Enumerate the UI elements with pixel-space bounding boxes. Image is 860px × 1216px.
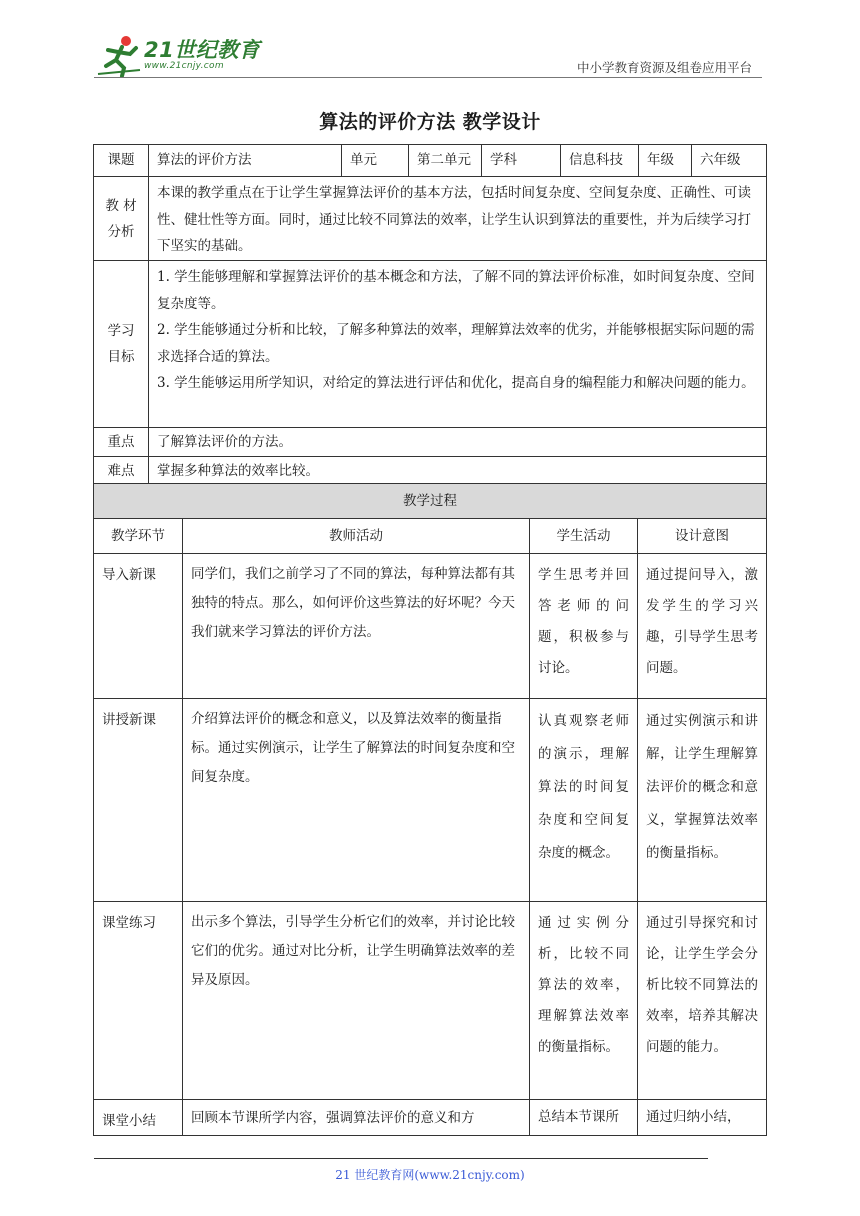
table-row — [94, 1100, 767, 1136]
header-section: 教学环节 — [94, 519, 183, 554]
section-name: 导入新课 — [94, 554, 183, 699]
unit-value: 第二单元 — [409, 145, 482, 177]
analysis-text: 本课的教学重点在于让学生掌握算法评价的基本方法，包括时间复杂度、空间复杂度、正确性、可读性、健壮性等方面。同时，通过比较不同算法的效率，让学生认识到算法的重要性，并为后续学习打下坚实的基础。 — [149, 177, 767, 261]
teacher-activity: 出示多个算法，引导学生分析它们的效率，并讨论比较它们的优劣。通过对比分析，让学生明确算法效率的差异及原因。 — [183, 902, 530, 1100]
subject-value: 信息科技 — [561, 145, 639, 177]
runner-logo-icon — [96, 34, 144, 78]
design-intent: 通过引导探究和讨论，让学生学会分析比较不同算法的效率，培养其解决问题的能力。 — [638, 902, 767, 1100]
table-row — [94, 699, 767, 902]
page-title: 算法的评价方法 教学设计 — [319, 111, 541, 133]
footer-divider — [94, 1158, 708, 1159]
teacher-activity: 介绍算法评价的概念和意义，以及算法效率的衡量指标。通过实例演示，让学生了解算法的时间复杂度和空间复杂度。 — [183, 699, 530, 902]
student-activity: 通过实例分析，比较不同算法的效率，理解算法效率的衡量指标。 — [530, 902, 638, 1100]
platform-name: 中小学教育资源及组卷应用平台 — [576, 60, 752, 75]
student-activity: 认真观察老师的演示，理解算法的时间复杂度和空间复杂度的概念。 — [530, 699, 638, 902]
topic-label: 课题 — [94, 145, 149, 177]
analysis-label: 教 材 分析 — [94, 177, 149, 261]
teacher-activity: 同学们，我们之前学习了不同的算法，每种算法都有其独特的特点。那么，如何评价这些算法的好坏呢？今天我们就来学习算法的评价方法。 — [183, 554, 530, 699]
section-name: 课堂小结 — [94, 1100, 183, 1136]
grade-label: 年级 — [639, 145, 692, 177]
lesson-info-table — [93, 144, 767, 486]
topic-value: 算法的评价方法 — [149, 145, 342, 177]
process-title: 教学过程 — [94, 484, 767, 519]
header-teacher: 教师活动 — [183, 519, 530, 554]
header-intent: 设计意图 — [638, 519, 767, 554]
student-activity: 学生思考并回答老师的问题，积极参与讨论。 — [530, 554, 638, 699]
section-name: 讲授新课 — [94, 699, 183, 902]
teaching-process-table — [93, 483, 767, 1136]
grade-value: 六年级 — [692, 145, 767, 177]
goal-item: 1. 学生能够理解和掌握算法评价的基本概念和方法，了解不同的算法评价标准，如时间复杂度、空间复杂度等。 — [157, 269, 755, 312]
teacher-activity: 回顾本节课所学内容，强调算法评价的意义和方 — [183, 1100, 530, 1136]
key-point-label: 重点 — [94, 428, 149, 457]
header-student: 学生活动 — [530, 519, 638, 554]
design-intent: 通过提问导入，激发学生的学习兴趣，引导学生思考问题。 — [638, 554, 767, 699]
table-row — [94, 554, 767, 699]
goal-item: 3. 学生能够运用所学知识，对给定的算法进行评估和优化，提高自身的编程能力和解决问题的能力。 — [157, 375, 755, 391]
design-intent: 通过归纳小结， — [638, 1100, 767, 1136]
section-name: 课堂练习 — [94, 902, 183, 1100]
goals-list — [149, 261, 767, 428]
footer-link[interactable]: 21 世纪教育网(www.21cnjy.com) — [335, 1168, 525, 1182]
site-logo — [96, 34, 266, 78]
goals-label: 学习 目标 — [94, 261, 149, 428]
table-row — [94, 902, 767, 1100]
design-intent: 通过实例演示和讲解，让学生理解算法评价的概念和意义，掌握算法效率的衡量指标。 — [638, 699, 767, 902]
logo-text: 21世纪教育 — [144, 38, 261, 62]
key-point-text: 了解算法评价的方法。 — [149, 428, 767, 457]
header-divider — [94, 77, 762, 78]
subject-label: 学科 — [482, 145, 561, 177]
goal-item: 2. 学生能够通过分析和比较，了解多种算法的效率，理解算法效率的优劣，并能够根据实际问题的需求选择合适的算法。 — [157, 322, 755, 365]
difficulty-label: 难点 — [94, 457, 149, 486]
difficulty-text: 掌握多种算法的效率比较。 — [149, 457, 767, 486]
logo-url: www.21cnjy.com — [144, 61, 224, 71]
student-activity: 总结本节课所 — [530, 1100, 638, 1136]
unit-label: 单元 — [342, 145, 409, 177]
page-header — [0, 0, 860, 90]
